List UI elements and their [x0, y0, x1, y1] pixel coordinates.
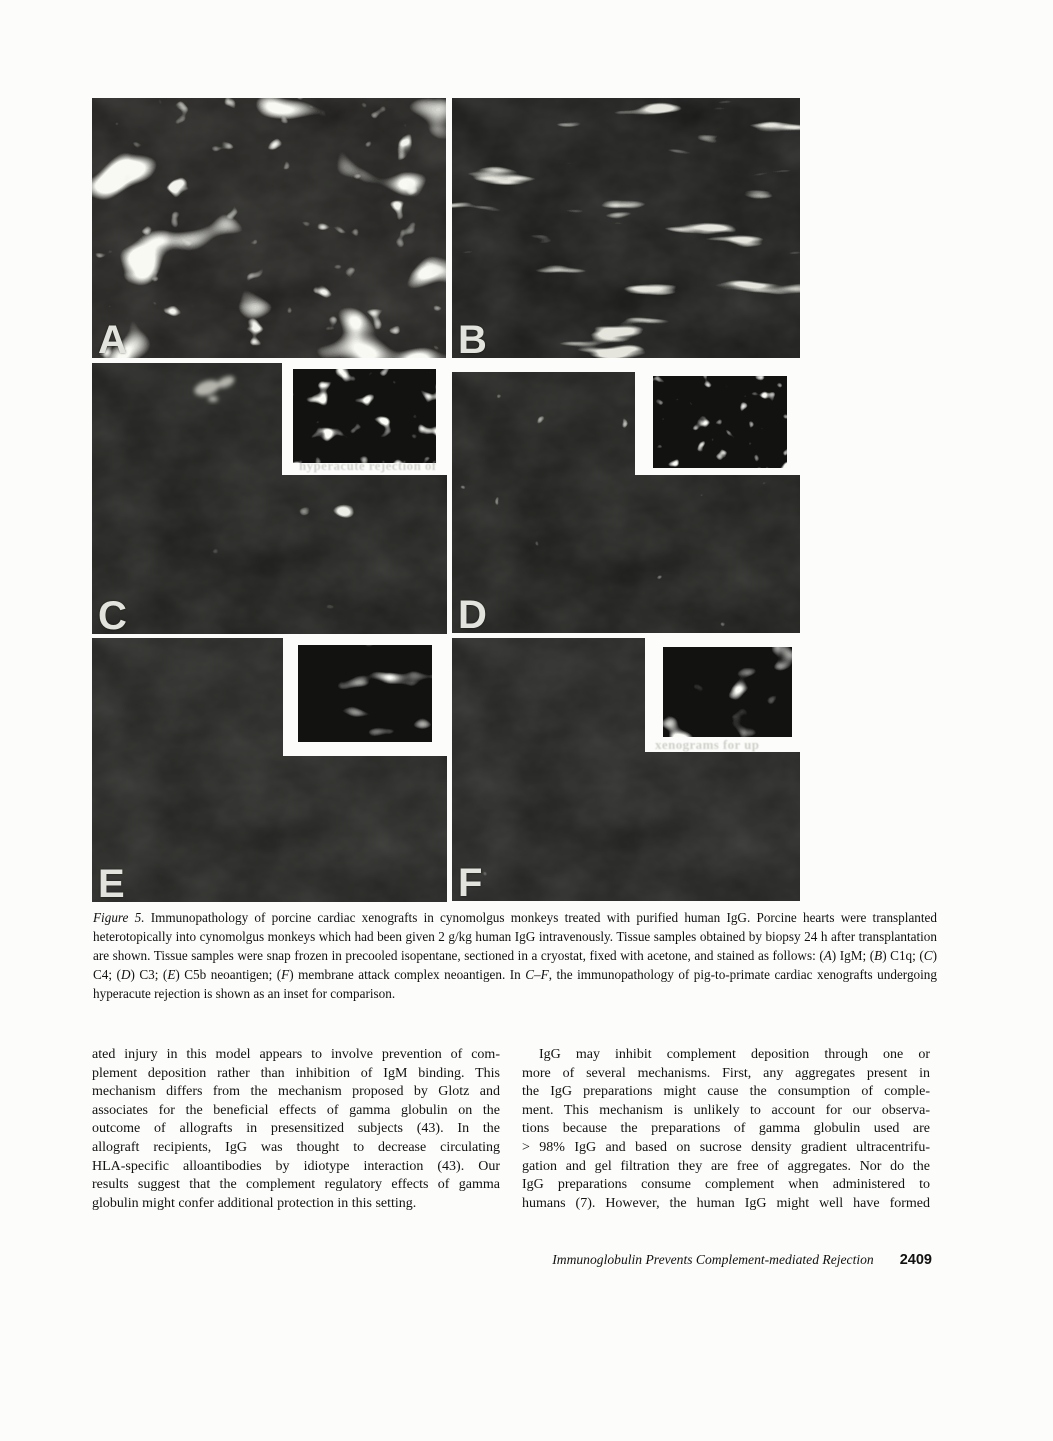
caption-segment: C: [923, 948, 933, 963]
text-line: humans (7). However, the human IgG might well have formed: [522, 1195, 930, 1211]
panel-label-b: B: [458, 318, 488, 358]
panel-label-e: E: [98, 862, 126, 902]
caption-segment: ) membrane attack complex neoantigen. In: [289, 967, 526, 982]
fluorescence-texture-b: [452, 98, 800, 358]
inset-micrograph-f: [663, 647, 792, 737]
inset-micrograph-e: [298, 645, 432, 742]
caption-segment: A: [823, 948, 832, 963]
text-line: HLA-specific alloantibodies by idiotype interaction (43). Our: [92, 1158, 500, 1174]
text-line: ated injury in this model appears to involve prevention of com-: [92, 1047, 500, 1062]
micrograph-panel-f: [452, 638, 800, 901]
inset-frame-e: [283, 638, 447, 756]
inset-texture-f: [663, 647, 792, 737]
panel-label-f: F: [458, 861, 484, 901]
caption-segment: Figure 5.: [93, 910, 145, 925]
micrograph-panel-d: [452, 372, 800, 633]
page-number: 2409: [899, 1252, 932, 1268]
text-line: allograft recipients, IgG was thought to decrease circulating: [92, 1139, 500, 1155]
panel-label-a: A: [98, 318, 128, 358]
inset-texture-d: [653, 376, 787, 468]
inset-micrograph-d: [653, 376, 787, 468]
caption-segment: B: [874, 948, 883, 963]
micrograph-panel-c: [92, 363, 447, 634]
inset-frame-d: [635, 372, 800, 475]
text-line: mechanism differs from the mechanism proposed by Glotz and: [92, 1084, 500, 1100]
caption-segment: D: [120, 967, 131, 982]
inset-texture-e: [298, 645, 432, 742]
text-line: plement deposition rather than inhibition of IgM binding. This: [92, 1065, 500, 1081]
text-line: IgG may inhibit complement deposition through one or: [539, 1047, 930, 1062]
print-through-text-f: xenograms for up: [655, 737, 760, 752]
text-line: > 98% IgG and based on sucrose density gradient ultracentrifu-: [522, 1139, 930, 1155]
panel-label-d: D: [458, 593, 488, 633]
inset-micrograph-c: [293, 369, 436, 463]
text-line: outcome of allografts in presensitized subjects (43). In the: [92, 1121, 500, 1137]
panel-label-c: C: [98, 594, 128, 634]
caption-segment: ) C4; (: [93, 948, 937, 982]
page-footer: [92, 1252, 932, 1268]
fluorescence-texture-a: [92, 98, 446, 358]
micrograph-panel-a: [92, 98, 446, 358]
inset-texture-c: [293, 369, 436, 463]
text-line: results suggest that the complement regulatory effects of gamma: [92, 1177, 500, 1193]
micrograph-panel-b: [452, 98, 800, 358]
body-right-column: [522, 1046, 930, 1213]
caption-segment: ) C1q; (: [882, 948, 924, 963]
inset-frame-f: [645, 638, 800, 752]
text-line: more of several mechanisms. First, any aggregates present in: [522, 1065, 930, 1081]
text-line: IgG preparations consume complement when administered to: [522, 1177, 930, 1193]
text-line: associates for the beneficial effects of gamma globulin on the: [92, 1102, 500, 1118]
text-line: the IgG preparations might cause the consumption of comple-: [522, 1084, 930, 1100]
text-line: gation and gel filtration they are free of aggregates. Nor do the: [522, 1158, 930, 1174]
caption-segment: ) C3; (: [130, 967, 168, 982]
figure-caption: [93, 908, 937, 1003]
running-title: Immunoglobulin Prevents Complement-mediated Rejection: [552, 1252, 874, 1267]
caption-segment: F: [281, 967, 290, 982]
print-through-text-c: hyperacute rejection of: [299, 458, 437, 473]
body-left-column: [92, 1046, 500, 1213]
caption-segment: C–F: [525, 967, 549, 982]
text-line: ment. This mechanism is unlikely to account for our observa-: [522, 1102, 930, 1118]
caption-segment: Immunopathology of porcine cardiac xenografts in cynomolgus monkeys treated with purified human IgG. Porcine hearts were transplanted heterotopically into cynomolgus monkeys which had been given 2 g/kg human IgG intravenously. Tissue samples obtained by biopsy 24 h after transplantation are shown. Tissue samples were snap frozen in precooled isopentane, sectioned in a cryostat, fixed with acetone, and stained as follows: (: [93, 910, 938, 963]
caption-segment: ) IgM; (: [831, 948, 875, 963]
micrograph-panel-e: [92, 638, 447, 902]
text-line: tions because the preparations of gamma globulin used are: [522, 1121, 930, 1137]
caption-segment: , the immunopathology of pig-to-primate cardiac xenografts undergoing hyperacute rejection is shown as an inset for comparison.: [93, 967, 937, 1001]
caption-segment: E: [167, 967, 176, 982]
caption-segment: ) C5b neoantigen; (: [175, 967, 282, 982]
text-line: globulin might confer additional protection in this setting.: [92, 1195, 417, 1211]
